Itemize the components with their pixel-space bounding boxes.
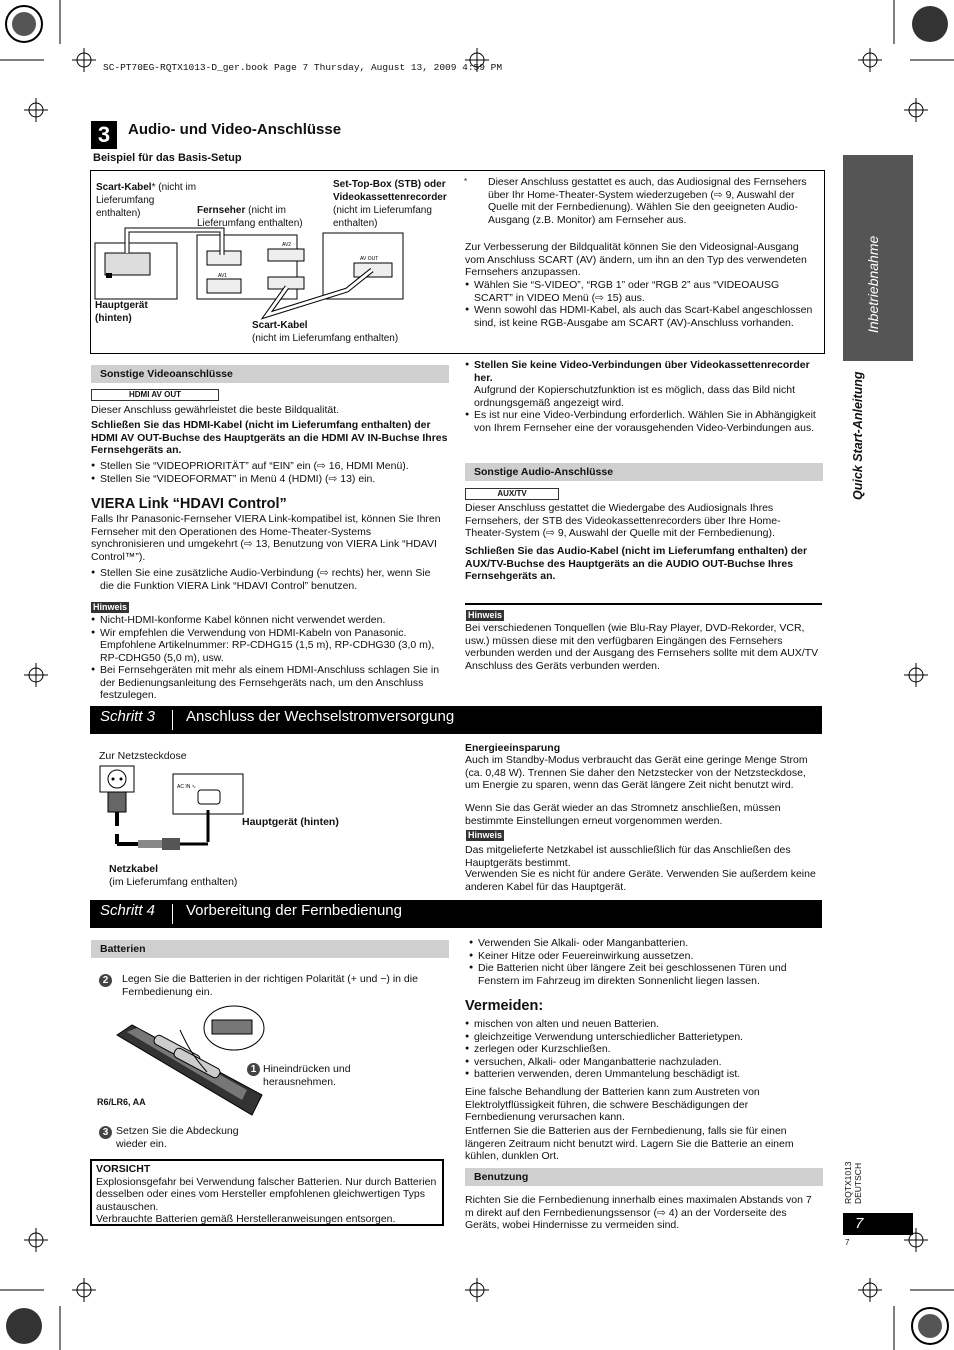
hint-bullets	[91, 614, 453, 702]
energy-title: Energieeinsparung	[465, 742, 561, 754]
aux-tv-tag: AUX/TV	[465, 488, 559, 500]
step3-bar	[90, 706, 822, 734]
step-number-1: 1	[247, 1063, 260, 1076]
step-number-2: 2	[99, 974, 112, 987]
caution-box	[90, 1159, 444, 1226]
bullet-item: ● Bei Fernsehgeräten mit mehr als einem HDMI-Anschluss schlagen Sie in der Bedienungsanleitung des Fernsehgeräts nach, um den Anschluss festzulegen.	[91, 664, 453, 702]
bullet-item: ● Nicht-HDMI-konforme Kabel können nicht verwendet werden.	[91, 614, 453, 627]
page-number-box: 7	[843, 1213, 913, 1235]
outlet-label: Zur Netzsteckdose	[99, 750, 187, 762]
step4-bar	[90, 900, 822, 928]
video-warning-bullets	[465, 359, 820, 434]
aux-instruction: Schließen Sie das Audio-Kabel (nicht im Lieferumfang enthalten) der AUX/TV-Buchse des Hauptgeräts an die AUDIO OUT-Buchse Ihres Fernsehgeräts an.	[465, 545, 808, 582]
battery-storage-text: Entfernen Sie die Batterien aus der Fernbedienung, falls sie für einen längeren Zeitraum nicht benutzt wird. Lagern Sie die Batterie an einem kühlen, dunklen Ort.	[465, 1125, 794, 1162]
section-bar-audio: Sonstige Audio-Anschlüsse	[465, 463, 823, 481]
tv-port-bottom-label: AV1	[218, 273, 228, 279]
battery-type-label: R6/LR6, AA	[97, 1097, 146, 1107]
avoid-list	[465, 1018, 815, 1081]
avoid-title: Vermeiden:	[465, 998, 544, 1014]
hint-text: Das mitgelieferte Netzkabel ist ausschließlich für das Anschließen des Hauptgeräts bestimmt.	[465, 844, 791, 869]
bullet-item: ● mischen von alten und neuen Batterien.	[465, 1018, 815, 1031]
bullet-item: ● Stellen Sie “VIDEOFORMAT” in Menü 4 (HDMI) (⇨ 13) ein.	[91, 473, 453, 486]
step-label: Schritt 4	[100, 902, 156, 919]
quick-start-label: Quick Start-Anleitung	[851, 371, 865, 500]
hdmi-bullets	[91, 460, 453, 485]
main-unit-rear-label: Hauptgerät (hinten)	[242, 816, 339, 828]
hdmi-instruction: Schließen Sie das HDMI-Kabel (nicht im Lieferumfang enthalten) der HDMI AV OUT-Buchse des Hauptgeräts an die HDMI AV IN-Buchse Ihres Fernsehgeräts an.	[91, 419, 448, 456]
ac-in-label: AC IN ∿	[177, 784, 196, 790]
bullet-item: ● zerlegen oder Kurzschließen.	[465, 1043, 815, 1056]
bullet-item: ● Stellen Sie eine zusätzliche Audio-Verbindung (⇨ rechts) her, wenn Sie die die Funktion VIERA Link “HDAVI Control” benutzen.	[91, 567, 443, 592]
aux-text: Dieser Anschluss gestattet die Wiedergabe des Audiosignals Ihres Fernsehers, der STB des Videokassettenrecorders über Ihre Home-Theater-System (⇨ 9, Auswahl der Quelle mit der Fernbedienung).	[465, 502, 781, 539]
sidebar-tab-label: Inbetriebnahme	[865, 235, 881, 333]
energy-text-2: Wenn Sie das Gerät wieder an das Stromnetz anschließen, müssen bestimmte Einstellungen erneut vorgenommen werden.	[465, 802, 781, 827]
video-output-text: Zur Verbesserung der Bildqualität können Sie den Videosignal-Ausgang vom Anschluss SCART (AV) ändern, um ihn an den Typ des verwendeten Fernsehers anzupassen.	[465, 241, 807, 278]
step-label: Schritt 3	[100, 708, 156, 725]
tv-label: Fernseher (nicht im Lieferumfang enthalten)	[197, 205, 303, 229]
main-unit-label: Hauptgerät (hinten)	[95, 300, 148, 324]
section-title: Audio- und Video-Anschlüsse	[128, 121, 342, 138]
step-title: Vorbereitung der Fernbedienung	[186, 902, 402, 919]
energy-text: Auch im Standby-Modus verbraucht das Gerät eine geringe Menge Strom (ca. 0,48 W). Trennen Sie daher den Netzstecker von der Netzsteckdose, um Energie zu sparen, wenn das Gerät längere Zeit nicht benutzt wird.	[465, 754, 808, 791]
hdmi-text: Dieser Anschluss gewährleistet die beste Bildqualität.	[91, 404, 340, 416]
section-subtitle: Beispiel für das Basis-Setup	[93, 152, 242, 164]
viera-link-title: VIERA Link “HDAVI Control”	[91, 496, 287, 512]
stb-port-label: AV OUT	[360, 256, 379, 262]
bullet-item: ● Wenn sowohl das HDMI-Kabel, als auch das Scart-Kabel angeschlossen sind, ist keine RGB-Ausgabe am SCART (AV)-Anschluss vorhanden.	[465, 304, 820, 329]
bullet-item: ● versuchen, Alkali- oder Manganbatterie nachzuladen.	[465, 1056, 815, 1069]
step-number-3: 3	[99, 1126, 112, 1139]
section-number-badge: 3	[91, 121, 117, 149]
hint-label: Hinweis	[93, 602, 128, 612]
power-cable-label: Netzkabel (im Lieferumfang enthalten)	[109, 863, 238, 888]
scart-cable-bottom-label: Scart-Kabel (nicht im Lieferumfang enthalten)	[252, 320, 399, 344]
battery-step-3-text: Setzen Sie die Abdeckung wieder ein.	[116, 1125, 239, 1150]
bullet-item: ● Verwenden Sie Alkali- oder Manganbatterien.	[469, 937, 819, 950]
bullet-item: ● batterien verwenden, deren Ummantelung beschädigt ist.	[465, 1068, 815, 1081]
bullet-item: ● Stellen Sie “VIDEOPRIORITÄT” auf “EIN” ein (⇨ 16, HDMI Menü).	[91, 460, 453, 473]
step-title: Anschluss der Wechselstromversorgung	[186, 708, 455, 725]
viera-link-text: Falls Ihr Panasonic-Fernseher VIERA Link-kompatibel ist, können Sie Ihren Fernseher mit den Operationen des Home-Theater-Systems synchronisieren und umgekehrt (⇨ 13, Benutzung von VIERA Link “HDAVI Control™”).	[91, 513, 441, 563]
video-output-bullets	[465, 279, 820, 329]
file-header-line: SC-PT70EG-RQTX1013-D_ger.book Page 7 Thursday, August 13, 2009 4:59 PM	[103, 62, 503, 73]
usage-text: Richten Sie die Fernbedienung innerhalb eines maximalen Abstands von 7 m direkt auf den Fernbedienungssensor (⇨ 4) an der Vorderseite des Geräts, wobei Hindernisse zu vermeiden sind.	[465, 1194, 812, 1231]
hint-label: Hinweis	[468, 830, 503, 840]
battery-step-1-text: Hineindrücken und herausnehmen.	[263, 1063, 351, 1088]
bullet-item: ● Wählen Sie “S-VIDEO”, “RGB 1” oder “RGB 2” aus “VIDEOAUSG SCART” in VIDEO Menü (⇨ 15) aus.	[465, 279, 820, 304]
section-bar-batteries: Batterien	[91, 940, 449, 958]
stb-label: Set-Top-Box (STB) oder Videokassettenrecorder (nicht im Lieferumfang enthalten)	[333, 179, 447, 229]
battery-handling-text: Eine falsche Behandlung der Batterien kann zum Austreten von Elektrolytflüssigkeit führen, die schwere Beschädigungen der Fernbedienung verursachen kann.	[465, 1086, 760, 1123]
caution-text-2: Verbrauchte Batterien gemäß Herstelleranweisungen entsorgen.	[96, 1213, 396, 1225]
battery-tips	[469, 937, 819, 987]
power-connection-diagram	[98, 764, 248, 859]
bullet-item: ● Wir empfehlen die Verwendung von HDMI-Kabeln von Panasonic. Empfohlene Artikelnummer: RP-CDHG15 (1,5 m), RP-CDHG30 (3,0 m), RP-CDHG50 (5,0 m), usw.	[91, 627, 453, 665]
hint-label: Hinweis	[468, 610, 503, 620]
scart-cable-label: Scart-Kabel* (nicht im Lieferumfang enthalten)	[96, 182, 197, 219]
bullet-item: ● gleichzeitige Verwendung unterschiedlicher Batterietypen.	[465, 1031, 815, 1044]
caution-title: VORSICHT	[96, 1163, 151, 1175]
divider	[465, 603, 822, 605]
scart-audio-note: Dieser Anschluss gestattet es auch, das Audiosignal des Fernsehers über Ihr Home-Theater-System wiederzugeben (⇨ 9, Auswahl der Quelle mit der Fernbedienung). Wählen Sie den geeigneten Audio-Ausgang (z.B. Monitor) am Fernseher aus.	[488, 176, 807, 226]
section-bar-usage: Benutzung	[465, 1168, 823, 1186]
hdmi-av-out-tag: HDMI AV OUT	[91, 389, 219, 401]
caution-text: Explosionsgefahr bei Verwendung falscher Batterien. Nur durch Batterien desselben oder eines vom Hersteller empfohlenen gleichwertigen Typs austauschen.	[96, 1175, 437, 1213]
bullet-item: ● Die Batterien nicht über längere Zeit bei geschlossenen Türen und Fenstern im Fahrzeug im direkten Sonnenlicht liegen lassen.	[469, 962, 819, 987]
bullet-item: ● Es ist nur eine Video-Verbindung erforderlich. Wählen Sie in Abhängigkeit von Ihrem Fernseher eine der vorausgehenden Video-Verbindungen aus.	[465, 409, 820, 434]
battery-step-2-text: Legen Sie die Batterien in der richtigen Polarität (+ und −) in die Fernbedienung ein.	[122, 973, 418, 998]
section-bar-video: Sonstige Videoanschlüsse	[91, 365, 449, 383]
hint-text: Bei verschiedenen Tonquellen (wie Blu-Ray Player, DVD-Rekorder, VCR, usw.) müssen diese mit den verfügbaren Eingängen des Fernsehers verbunden werden und der Ausgang des Fernsehers sollte mit dem AUX/TV Anschluss des Geräts verbunden werden.	[465, 622, 819, 672]
doc-code-label: RQTX1013 DEUTSCH	[843, 1161, 863, 1204]
bullet-item: ● Stellen Sie keine Video-Verbindungen über Videokassettenrecorder her. Aufgrund der Kopierschutzfunktion ist es möglich, dass das Bild nicht ordnungsgemäß angezeigt wird.	[465, 359, 820, 409]
hint-text-2: Verwenden Sie es nicht für andere Geräte. Verwenden Sie außerdem keine anderen Kabel für das Hauptgerät.	[465, 868, 816, 893]
asterisk-note-mark: *	[464, 177, 468, 186]
tv-port-top-label: AV2	[282, 242, 292, 248]
page-number-small: 7	[845, 1238, 850, 1247]
bullet-item: ● Keiner Hitze oder Feuereinwirkung aussetzen.	[469, 950, 819, 963]
viera-link-bullets	[91, 567, 443, 592]
